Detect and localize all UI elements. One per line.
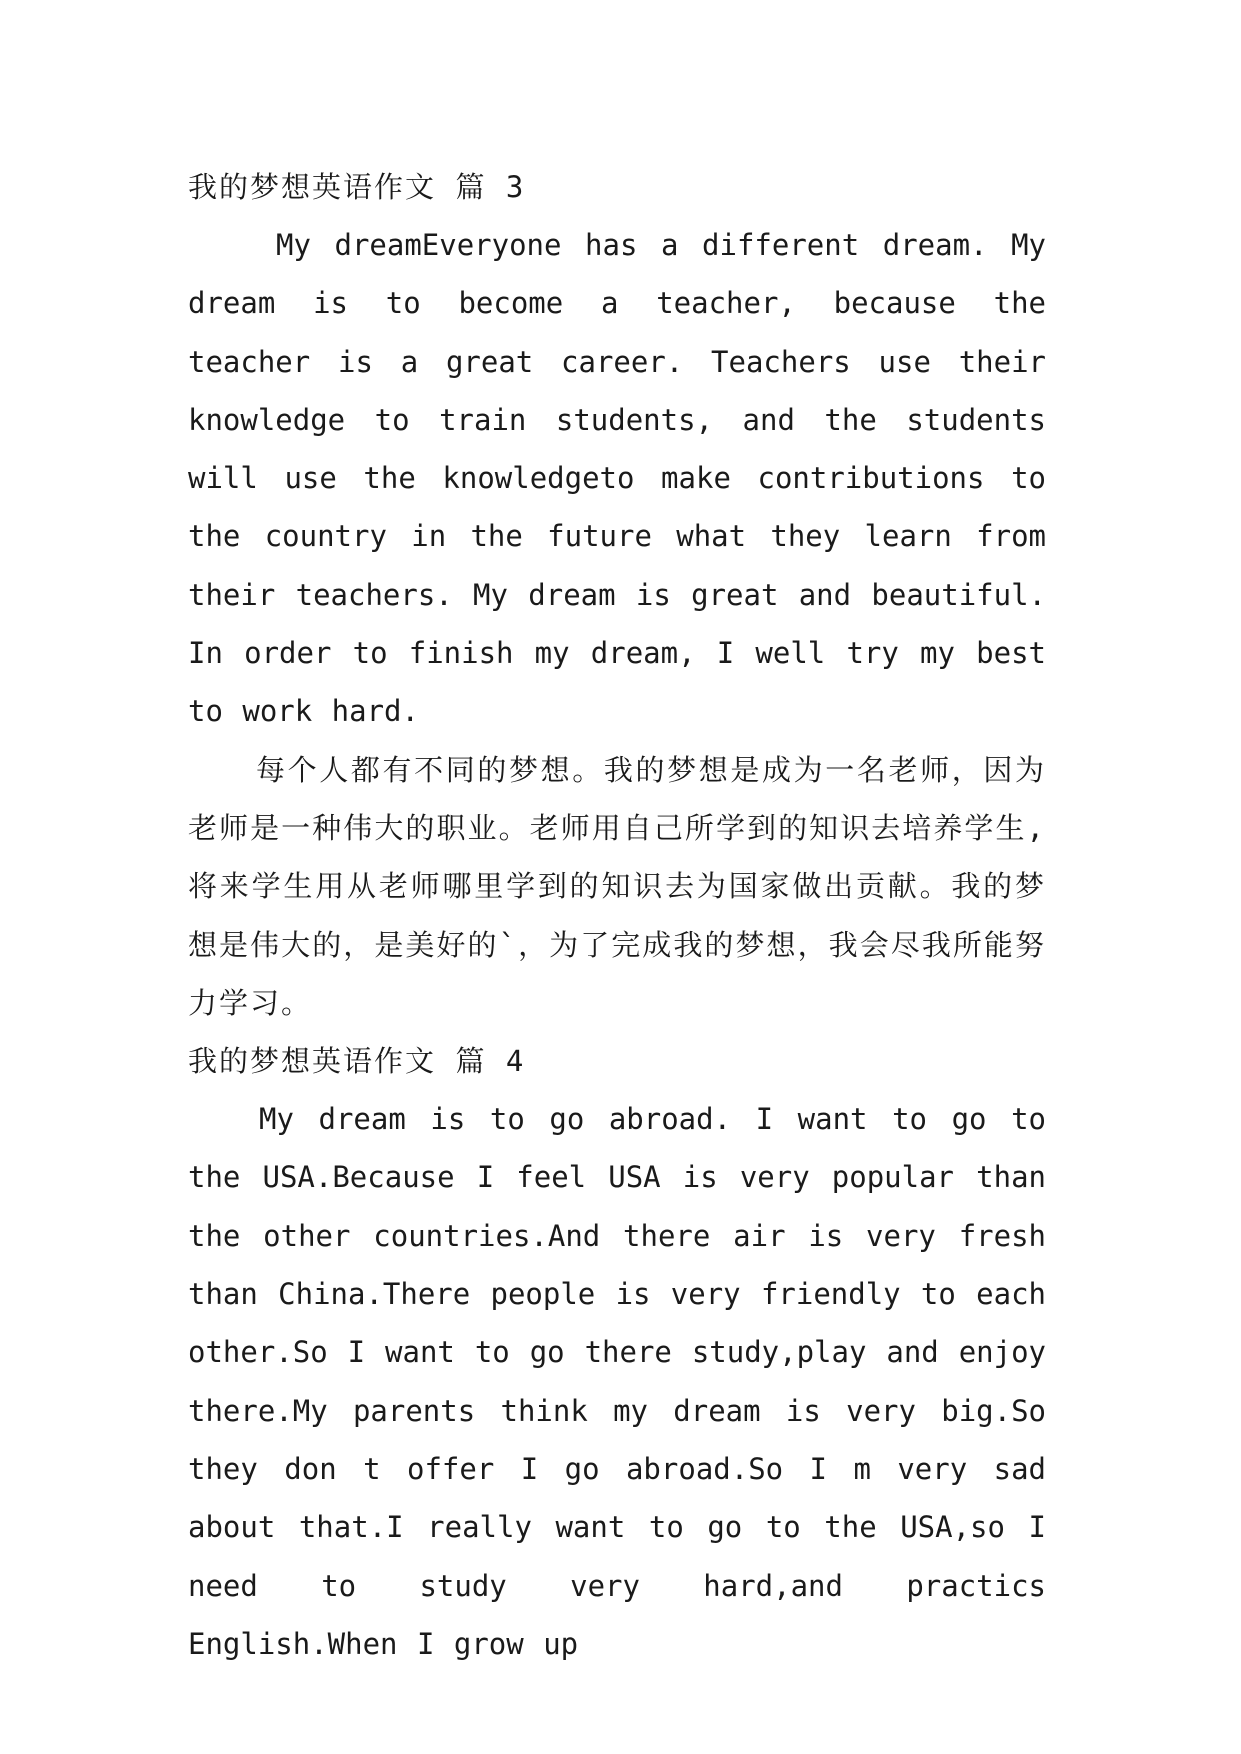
document-page [188,158,1046,1673]
chinese-paragraph: 每个人都有不同的梦想。我的梦想是成为一名老师，因为老师是一种伟大的职业。老师用自己所学到的知识去培养学生,将来学生用从老师哪里学到的知识去为国家做出贡献。我的梦想是伟大的，是美好的`，为了完成我的梦想，我会尽我所能努力学习。 [188,752,1046,1020]
english-paragraph: My dreamEveryone has a different dream. My dream is to become a teacher, because the teacher is a great career. Teachers use their knowledge to train students, and the students will use the knowledgeto make contributions to the country in the future what they learn from their teachers. My dream is great and beautiful. In order to finish my dream, I well try my best to work hard. [188,228,1046,729]
english-paragraph: My dream is to go abroad. I want to go to the USA.Because I feel USA is very popular than the other countries.And there air is very fresh than China.There people is very friendly to each other.So I want to go there study,play and enjoy there.My parents think my dream is very big.So they don t offer I go abroad.So I m very sad about that.I really want to go to the USA,so I need to study very hard,and practics English.When I grow up [188,1102,1046,1661]
section-heading: 我的梦想英语作文 篇 3 [188,170,526,204]
section-heading: 我的梦想英语作文 篇 4 [188,1044,526,1079]
